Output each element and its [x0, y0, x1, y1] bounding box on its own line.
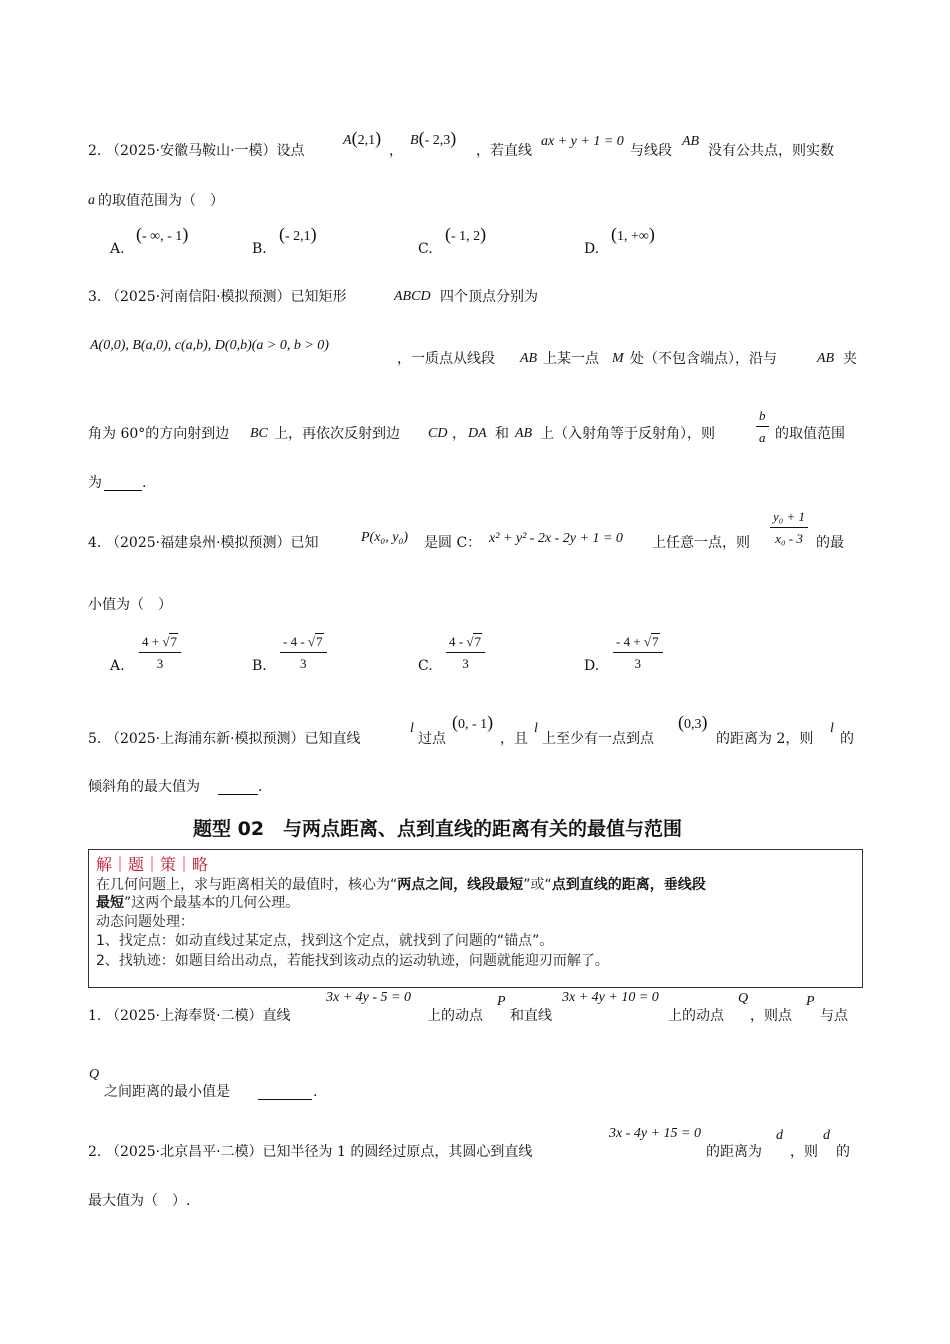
point-p: P(x₀, y₀): [361, 530, 409, 545]
problem-number: 2.: [88, 143, 102, 159]
point-a-label: A: [343, 133, 352, 148]
text: ，且: [500, 731, 528, 747]
text: ，一质点从线段: [397, 351, 495, 367]
distance-d: d: [776, 1128, 783, 1143]
problem-number: 2.: [88, 1144, 102, 1160]
text: 的最: [816, 535, 844, 551]
text: 上某一点: [543, 351, 599, 367]
point-p: P: [806, 994, 815, 1009]
text: 的取值范围: [775, 426, 845, 442]
problem-source: （2025·安徽马鞍山·一模）设点: [106, 143, 305, 159]
text: 倾斜角的最大值为: [88, 779, 200, 795]
text: 的: [836, 1144, 850, 1160]
text: 上（入射角等于反射角），则: [540, 426, 715, 442]
text: 和直线: [510, 1008, 552, 1024]
option-a-label: A.: [110, 658, 125, 674]
text: .: [258, 779, 263, 795]
segment-ab: AB: [682, 134, 700, 149]
option-a-value: (- ∞, - 1): [136, 224, 189, 244]
numerator-text: - 4 -: [283, 634, 308, 649]
numerator-text: 4 +: [142, 634, 163, 649]
problem-number: 1.: [88, 1008, 102, 1024]
problem-number: 4.: [88, 535, 102, 551]
text: 角为 60°的方向射到边: [88, 426, 230, 442]
problem-number: 3.: [88, 289, 102, 305]
strategy-line-5: 2、找轨迹：如题目给出动点，若能找到该动点的运动轨迹，问题就能迎刃而解了。: [96, 953, 609, 969]
emphasis: 点到直线的距离，垂线段: [551, 877, 706, 893]
circle-equation: x² + y² - 2x - 2y + 1 = 0: [489, 531, 623, 546]
line-l: l: [534, 721, 538, 736]
option-b-label: B.: [252, 241, 267, 257]
line-equation: 3x - 4y + 15 = 0: [609, 1126, 701, 1141]
text: 小值为（ ）: [88, 597, 172, 613]
option-value-text: - 2,1: [285, 229, 311, 244]
problem-source: （2025·上海浦东新·模拟预测）已知直线: [106, 731, 361, 747]
strategy-line-2: [96, 892, 299, 912]
option-value-text: - ∞, - 1: [142, 229, 183, 244]
strategy-box: [88, 849, 863, 988]
text: 上任意一点，则: [652, 535, 750, 551]
text: 没有公共点，则实数: [708, 143, 834, 159]
edge-cd: CD: [428, 426, 448, 441]
edge-ab: AB: [515, 426, 533, 441]
radicand: 7: [474, 634, 481, 649]
radicand: 7: [170, 634, 177, 649]
fraction-numerator: y₀ + 1: [770, 509, 808, 528]
text: 和: [495, 426, 509, 442]
fraction-slope: [770, 509, 808, 547]
segment-ab: AB: [520, 351, 538, 366]
distance-d: d: [823, 1128, 830, 1143]
problem-source: （2025·北京昌平·二模）已知半径为 1 的圆经过原点，其圆心到直线: [106, 1144, 533, 1160]
problem-number: 5.: [88, 731, 102, 747]
edge-bc: BC: [250, 426, 268, 441]
comma: ，: [389, 143, 403, 159]
fraction-numerator: b: [756, 408, 769, 427]
text: .: [142, 475, 147, 491]
option-c-value: (- 1, 2): [445, 224, 487, 244]
point-b: B(- 2,3): [410, 128, 457, 148]
point-b-coords: - 2,3: [424, 133, 451, 148]
text: 上的动点: [668, 1008, 724, 1024]
text: 的取值范围为（ ）: [98, 193, 224, 209]
point-q: Q: [738, 991, 749, 1006]
answer-blank[interactable]: [258, 1085, 312, 1100]
radicand: 7: [652, 634, 659, 649]
point-q: Q: [89, 1067, 100, 1082]
text: .: [313, 1084, 318, 1100]
fraction-denominator: 3: [634, 656, 642, 671]
rect-vertices: A(0,0), B(a,0), c(a,b), D(0,b)(a > 0, b > 0): [90, 338, 329, 353]
option-d-fraction: $\frac{- 4 + √7}{3}$: [613, 634, 663, 672]
point-0-3: (0,3): [678, 712, 708, 732]
text: 是圆 C：: [424, 535, 482, 551]
answer-blank[interactable]: [218, 780, 258, 795]
rect-abcd: ABCD: [394, 289, 431, 304]
edge-da: DA: [468, 426, 487, 441]
option-d-value: (1, +∞): [611, 224, 655, 244]
strategy-line-1: [96, 874, 706, 894]
option-b-value: (- 2,1): [279, 224, 317, 244]
segment-ab: AB: [817, 351, 835, 366]
text: 处（不包含端点），沿与: [630, 351, 777, 367]
text: 上的动点: [427, 1008, 483, 1024]
text: ，若直线: [476, 143, 532, 159]
text: 为: [88, 475, 102, 491]
text: 四个顶点分别为: [440, 289, 538, 305]
option-d-label: D.: [584, 658, 600, 674]
line-equation: ax + y + 1 = 0: [541, 134, 624, 149]
variable-a: a: [88, 193, 95, 208]
text: 在几何问题上，求与距离相关的最值时，核心为“: [96, 877, 398, 893]
line-equation-1: 3x + 4y - 5 = 0: [326, 990, 411, 1005]
line-l: l: [410, 721, 414, 736]
option-a-fraction: $\frac{4 + √7}{3}$: [139, 634, 181, 672]
strategy-title: 解｜题｜策｜略: [96, 855, 209, 874]
emphasis: 最短: [96, 895, 124, 911]
radicand: 7: [316, 634, 323, 649]
point-coords: 0, - 1: [458, 717, 488, 732]
text: 上至少有一点到点: [542, 731, 654, 747]
text: 上，再依次反射到边: [274, 426, 400, 442]
line-equation-2: 3x + 4y + 10 = 0: [562, 990, 659, 1005]
numerator-text: 4 -: [449, 634, 467, 649]
problem-source: （2025·河南信阳·模拟预测）已知矩形: [106, 289, 347, 305]
option-b-label: B.: [252, 658, 267, 674]
numerator-text: - 4 +: [616, 634, 644, 649]
fraction-denominator: 3: [156, 656, 164, 671]
fraction-denominator: 3: [300, 656, 307, 671]
point-0-neg1: (0, - 1): [452, 712, 494, 732]
option-c-fraction: $\frac{4 - √7}{3}$: [446, 634, 485, 672]
option-value-text: - 1, 2: [451, 229, 481, 244]
problem-source: （2025·福建泉州·模拟预测）已知: [106, 535, 319, 551]
fraction-b-over-a: [756, 408, 769, 446]
answer-blank[interactable]: [104, 476, 142, 491]
point-coords: 0,3: [684, 717, 702, 732]
text: 之间距离的最小值是: [104, 1084, 230, 1100]
option-b-fraction: $\frac{- 4 - √7}{3}$: [280, 634, 327, 672]
point-b-label: B: [410, 133, 419, 148]
option-c-label: C.: [418, 241, 433, 257]
fraction-denominator: x₀ - 3: [775, 531, 803, 546]
strategy-line-3: 动态问题处理：: [96, 914, 194, 930]
text: 的距离为: [706, 1144, 762, 1160]
text: 过点: [418, 731, 446, 747]
text: 与点: [820, 1008, 848, 1024]
option-d-label: D.: [584, 241, 600, 257]
option-value-text: 1, +∞: [617, 229, 649, 244]
option-c-label: C.: [418, 658, 433, 674]
strategy-line-4: 1、找定点：如动直线过某定点，找到这个定点，就找到了问题的“锚点”。: [96, 933, 554, 949]
section-title: 题型 02 与两点距离、点到直线的距离有关的最值与范围: [193, 818, 683, 840]
text: 最大值为（ ）.: [88, 1193, 191, 1209]
fraction-denominator: 3: [462, 656, 469, 671]
point-p: P: [497, 994, 506, 1009]
fraction-denominator: a: [759, 430, 766, 445]
point-a: A(2,1): [343, 128, 382, 148]
problem-source: （2025·上海奉贤·二模）直线: [106, 1008, 291, 1024]
text: ，: [452, 426, 466, 442]
emphasis: 两点之间，线段最短: [397, 877, 524, 893]
text: ，则点: [750, 1008, 792, 1024]
point-a-coords: 2,1: [357, 133, 376, 148]
line-l: l: [830, 721, 834, 736]
point-m: M: [612, 351, 624, 366]
text: ”这两个最基本的几何公理。: [124, 895, 300, 911]
text: ”或“: [523, 877, 552, 893]
text: 的: [840, 731, 854, 747]
option-a-label: A.: [110, 241, 125, 257]
text: 与线段: [630, 143, 672, 159]
text: 夹: [843, 351, 857, 367]
text: 的距离为 2，则: [716, 731, 814, 747]
text: ，则: [790, 1144, 818, 1160]
